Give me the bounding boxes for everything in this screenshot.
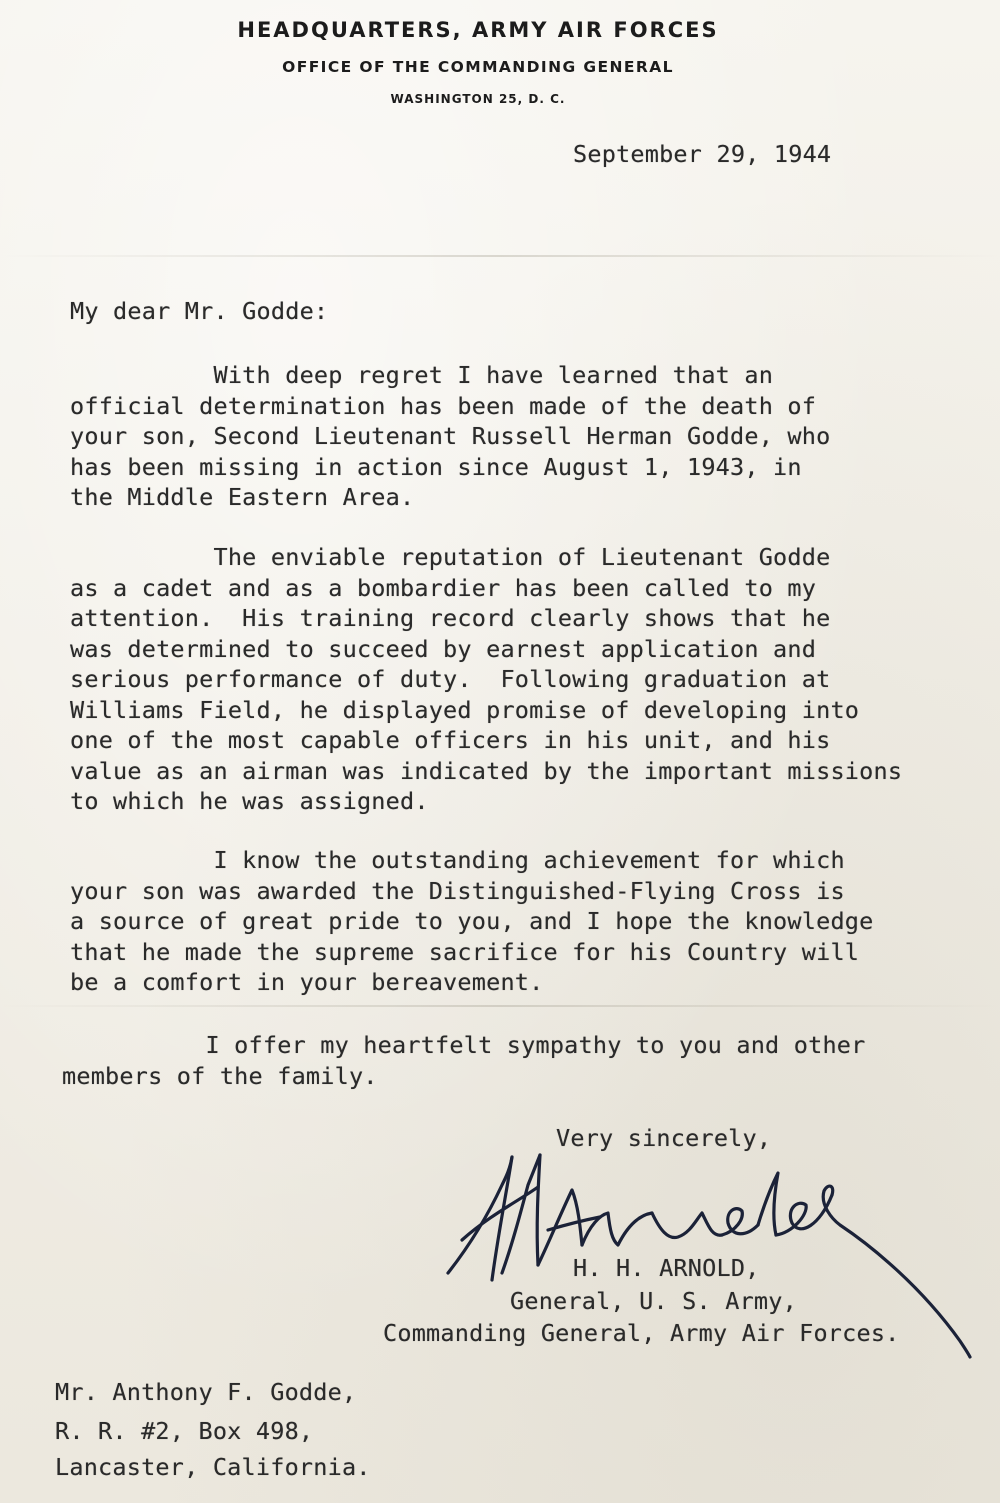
letterhead-office: OFFICE OF THE COMMANDING GENERAL: [282, 58, 674, 76]
text-line: a source of great pride to you, and I hope the knowledge: [70, 907, 874, 935]
text-line: I know the outstanding achievement for which: [70, 846, 845, 874]
letterhead-address: WASHINGTON 25, D. C.: [390, 92, 566, 106]
text-line: your son, Second Lieutenant Russell Herman Godde, who: [70, 422, 831, 450]
recipient-address-line-1: R. R. #2, Box 498,: [55, 1417, 314, 1445]
text-line: With deep regret I have learned that an: [70, 361, 774, 389]
letterhead-title: HEADQUARTERS, ARMY AIR FORCES: [237, 18, 719, 42]
text-line: The enviable reputation of Lieutenant Godde: [70, 543, 831, 571]
text-line: attention. His training record clearly shows that he: [70, 604, 831, 632]
text-line: your son was awarded the Distinguished-Flying Cross is: [70, 876, 845, 905]
text-line: value as an airman was indicated by the important missions: [70, 756, 903, 785]
closing: Very sincerely,: [556, 1124, 772, 1152]
text-line: that he made the supreme sacrifice for his Country will: [70, 937, 860, 966]
recipient-name: Mr. Anthony F. Godde,: [55, 1378, 357, 1406]
text-line: I offer my heartfelt sympathy to you and other: [62, 1031, 866, 1059]
body-paragraph-1: [70, 360, 830, 513]
signer-rank: General, U. S. Army,: [510, 1287, 797, 1315]
text-line: to which he was assigned.: [70, 787, 429, 815]
text-line: be a comfort in your bereavement.: [70, 968, 544, 996]
text-line: official determination has been made of the death of: [70, 391, 817, 420]
body-paragraph-2: [70, 542, 902, 817]
paper-fold-line: [0, 1005, 1000, 1007]
signer-name: H. H. ARNOLD,: [573, 1254, 760, 1282]
text-line: members of the family.: [62, 1061, 378, 1090]
text-line: the Middle Eastern Area.: [70, 483, 415, 511]
text-line: serious performance of duty. Following graduation at: [70, 665, 831, 693]
salutation: My dear Mr. Godde:: [70, 297, 329, 325]
text-line: Williams Field, he displayed promise of developing into: [70, 695, 860, 724]
body-paragraph-4: [62, 1030, 866, 1091]
recipient-address-line-2: Lancaster, California.: [55, 1453, 371, 1481]
letter-date: September 29, 1944: [573, 140, 832, 168]
body-paragraph-3: [70, 845, 874, 998]
paper-fold-line: [0, 255, 1000, 257]
signer-title: Commanding General, Army Air Forces.: [383, 1319, 900, 1347]
text-line: one of the most capable officers in his unit, and his: [70, 726, 831, 754]
text-line: as a cadet and as a bombardier has been called to my: [70, 573, 817, 602]
text-line: was determined to succeed by earnest application and: [70, 634, 817, 663]
text-line: has been missing in action since August 1, 1943, in: [70, 452, 802, 481]
